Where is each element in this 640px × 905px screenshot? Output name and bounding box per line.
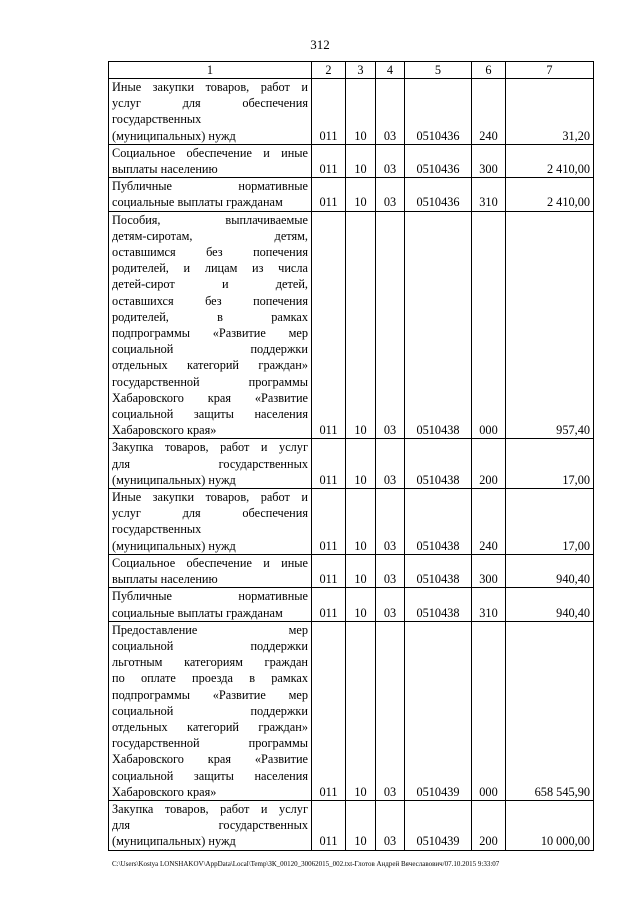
ministry-code: 011 (312, 79, 346, 145)
amount: 17,00 (506, 439, 594, 489)
table-row (109, 588, 594, 621)
row-description (109, 439, 312, 489)
amount: 17,00 (506, 489, 594, 555)
ministry-code: 011 (312, 489, 346, 555)
description-line: социальной защиты населения (112, 768, 308, 783)
table-row (109, 178, 594, 211)
column-header: 5 (405, 62, 472, 79)
description-line: по оплате проезда в рамках (112, 671, 308, 686)
subsection-code: 03 (376, 144, 405, 177)
target-article-code: 0510438 (405, 211, 472, 439)
subsection-code: 03 (376, 554, 405, 587)
section-code: 10 (346, 178, 376, 211)
target-article-code: 0510436 (405, 79, 472, 145)
description-line: (муниципальных) нужд (112, 834, 236, 849)
description-line: Закупка товаров, работ и услуг (112, 440, 308, 455)
expense-type-code: 300 (472, 554, 506, 587)
row-description (109, 79, 312, 145)
expense-type-code: 200 (472, 800, 506, 850)
section-code: 10 (346, 554, 376, 587)
subsection-code: 03 (376, 588, 405, 621)
description-line: социальной защиты населения (112, 407, 308, 422)
row-description (109, 588, 312, 621)
page-number: 312 (310, 37, 330, 52)
description-line: Пособия, выплачиваемые (112, 212, 308, 227)
target-article-code: 0510438 (405, 588, 472, 621)
ministry-code: 011 (312, 621, 346, 800)
ministry-code: 011 (312, 554, 346, 587)
budget-table (108, 61, 594, 851)
description-line: (муниципальных) нужд (112, 128, 236, 143)
description-line: подпрограммы «Развитие мер (112, 687, 308, 702)
subsection-code: 03 (376, 211, 405, 439)
description-line: Хабаровского края» (112, 423, 217, 438)
column-header: 4 (376, 62, 405, 79)
file-path-footer: C:\Users\Kostya LONSHAKOV\AppData\Local\Temp\ЗК_00120_30062015_002.txt-Глотов Андрей Вячеславович/07.10.2015 9:33:07 (112, 860, 500, 868)
expense-type-code: 310 (472, 588, 506, 621)
description-line: отдельных категорий граждан» (112, 358, 308, 373)
subsection-code: 03 (376, 621, 405, 800)
description-line: социальной поддержки (112, 638, 308, 653)
description-line: Хабаровского края «Развитие (112, 390, 308, 405)
description-line: социальные выплаты гражданам (112, 605, 283, 620)
table-header-row (109, 62, 594, 79)
description-line: государственных (112, 522, 202, 537)
table-row (109, 554, 594, 587)
description-line: государственной программы (112, 736, 308, 751)
row-description (109, 489, 312, 555)
expense-type-code: 240 (472, 489, 506, 555)
row-description (109, 144, 312, 177)
amount: 940,40 (506, 588, 594, 621)
description-line: Социальное обеспечение и иные (112, 555, 308, 570)
section-code: 10 (346, 489, 376, 555)
amount: 31,20 (506, 79, 594, 145)
description-line: Хабаровского края «Развитие (112, 752, 308, 767)
section-code: 10 (346, 79, 376, 145)
ministry-code: 011 (312, 144, 346, 177)
expense-type-code: 200 (472, 439, 506, 489)
description-line: Хабаровского края» (112, 784, 217, 799)
table-row (109, 621, 594, 800)
column-header: 7 (506, 62, 594, 79)
table-row (109, 489, 594, 555)
section-code: 10 (346, 211, 376, 439)
description-line: отдельных категорий граждан» (112, 719, 308, 734)
row-description (109, 211, 312, 439)
column-header: 6 (472, 62, 506, 79)
expense-type-code: 310 (472, 178, 506, 211)
description-line: родителей, и лицам из числа (112, 261, 308, 276)
row-description (109, 178, 312, 211)
amount: 658 545,90 (506, 621, 594, 800)
description-line: детей-сирот и детей, (112, 277, 308, 292)
description-line: льготным категориям граждан (112, 655, 308, 670)
description-line: родителей, в рамках (112, 309, 308, 324)
row-description (109, 554, 312, 587)
description-line: для государственных (112, 818, 308, 833)
description-line: Социальное обеспечение и иные (112, 145, 308, 160)
description-line: услуг для обеспечения (112, 506, 308, 521)
description-line: Иные закупки товаров, работ и (112, 490, 308, 505)
description-line: оставшихся без попечения (112, 293, 308, 308)
expense-type-code: 300 (472, 144, 506, 177)
target-article-code: 0510436 (405, 144, 472, 177)
amount: 2 410,00 (506, 178, 594, 211)
subsection-code: 03 (376, 489, 405, 555)
description-line: (муниципальных) нужд (112, 538, 236, 553)
row-description (109, 621, 312, 800)
expense-type-code: 000 (472, 211, 506, 439)
target-article-code: 0510438 (405, 489, 472, 555)
table-row (109, 79, 594, 145)
description-line: выплаты населению (112, 162, 218, 177)
description-line: государственной программы (112, 374, 308, 389)
description-line: для государственных (112, 456, 308, 471)
target-article-code: 0510439 (405, 621, 472, 800)
column-header: 2 (312, 62, 346, 79)
section-code: 10 (346, 588, 376, 621)
column-header: 1 (109, 62, 312, 79)
description-line: Публичные нормативные (112, 589, 308, 604)
description-line: услуг для обеспечения (112, 96, 308, 111)
description-line: Закупка товаров, работ и услуг (112, 801, 308, 816)
description-line: (муниципальных) нужд (112, 472, 236, 487)
description-line: Предоставление мер (112, 622, 308, 637)
description-line: Иные закупки товаров, работ и (112, 80, 308, 94)
table-row (109, 800, 594, 850)
row-description (109, 800, 312, 850)
description-line: социальной поддержки (112, 342, 308, 357)
amount: 940,40 (506, 554, 594, 587)
ministry-code: 011 (312, 178, 346, 211)
table-row (109, 211, 594, 439)
description-line: социальной поддержки (112, 703, 308, 718)
section-code: 10 (346, 621, 376, 800)
section-code: 10 (346, 144, 376, 177)
subsection-code: 03 (376, 178, 405, 211)
description-line: социальные выплаты гражданам (112, 195, 283, 210)
table-row (109, 439, 594, 489)
amount: 2 410,00 (506, 144, 594, 177)
description-line: детям-сиротам, детям, (112, 228, 308, 243)
description-line: подпрограммы «Развитие мер (112, 326, 308, 341)
ministry-code: 011 (312, 211, 346, 439)
ministry-code: 011 (312, 439, 346, 489)
target-article-code: 0510439 (405, 800, 472, 850)
ministry-code: 011 (312, 800, 346, 850)
target-article-code: 0510438 (405, 439, 472, 489)
description-line: оставшимся без попечения (112, 245, 308, 260)
amount: 957,40 (506, 211, 594, 439)
expense-type-code: 240 (472, 79, 506, 145)
description-line: выплаты населению (112, 572, 218, 587)
section-code: 10 (346, 800, 376, 850)
subsection-code: 03 (376, 800, 405, 850)
ministry-code: 011 (312, 588, 346, 621)
section-code: 10 (346, 439, 376, 489)
table-row (109, 144, 594, 177)
description-line: Публичные нормативные (112, 179, 308, 194)
target-article-code: 0510438 (405, 554, 472, 587)
subsection-code: 03 (376, 439, 405, 489)
expense-type-code: 000 (472, 621, 506, 800)
description-line: государственных (112, 112, 202, 127)
target-article-code: 0510436 (405, 178, 472, 211)
amount: 10 000,00 (506, 800, 594, 850)
subsection-code: 03 (376, 79, 405, 145)
column-header: 3 (346, 62, 376, 79)
